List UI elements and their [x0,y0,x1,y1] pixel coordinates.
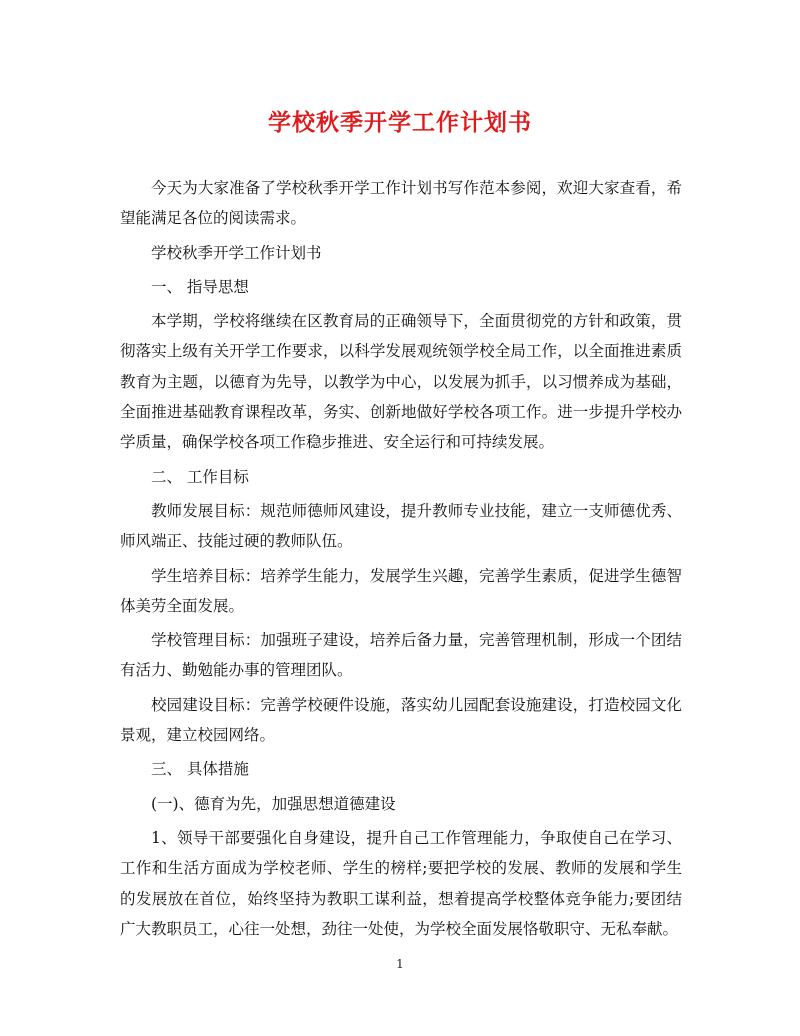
intro-paragraph: 今天为大家准备了学校秋季开学工作计划书写作范本参阅，欢迎大家查看，希望能满足各位的阅读需求。 [120,179,682,228]
student-goal-paragraph: 学生培养目标：培养学生能力，发展学生兴趣，完善学生素质，促进学生德智体美劳全面发展。 [120,566,682,615]
guiding-ideology-paragraph: 本学期，学校将继续在区教育局的正确领导下，全面贯彻党的方针和政策，贯彻落实上级有关开学工作要求，以科学发展观统领学校全局工作，以全面推进素质教育为主题，以德育为先导，以教学为中心，以发展为抓手，以习惯养成为基础，全面推进基础教育课程改革，务实、创新地做好学校各项工作。进一步提升学校办学质量，确保学校各项工作稳步推进、安全运行和可持续发展。 [120,312,682,452]
subtitle-paragraph: 学校秋季开学工作计划书 [151,243,322,262]
measure-item-paragraph: 1、领导干部要强化自身建设，提升自己工作管理能力，争取使自己在学习、工作和生活方面成为学校老师、学生的榜样;要把学校的发展、教师的发展和学生的发展放在首位，始终坚持为教职工谋利益，想着提高学校整体竞争能力;要团结广大教职员工，心往一处想，劲往一处使，为学校全面发展恪敬职守、无私奉献。 [120,828,682,938]
page-number: 1 [396,957,404,971]
management-goal-paragraph: 学校管理目标：加强班子建设，培养后备力量，完善管理机制，形成一个团结有活力、勤勉能办事的管理团队。 [120,631,682,680]
document-title: 学校秋季开学工作计划书 [268,109,532,136]
section-heading-measures: 三、 具体措施 [151,760,249,779]
section-heading-work-goals: 二、 工作目标 [151,467,249,486]
section-heading-guiding-ideology: 一、 指导思想 [151,277,249,296]
campus-goal-paragraph: 校园建设目标：完善学校硬件设施，落实幼儿园配套设施建设，打造校园文化景观，建立校园网络。 [120,695,682,745]
subsection-heading-moral-education: (一)、德育为先，加强思想道德建设 [151,794,396,813]
document-body [120,173,682,944]
teacher-goal-paragraph: 教师发展目标：规范师德师风建设，提升教师专业技能，建立一支师德优秀、师风端正、技能过硬的教师队伍。 [120,501,682,551]
